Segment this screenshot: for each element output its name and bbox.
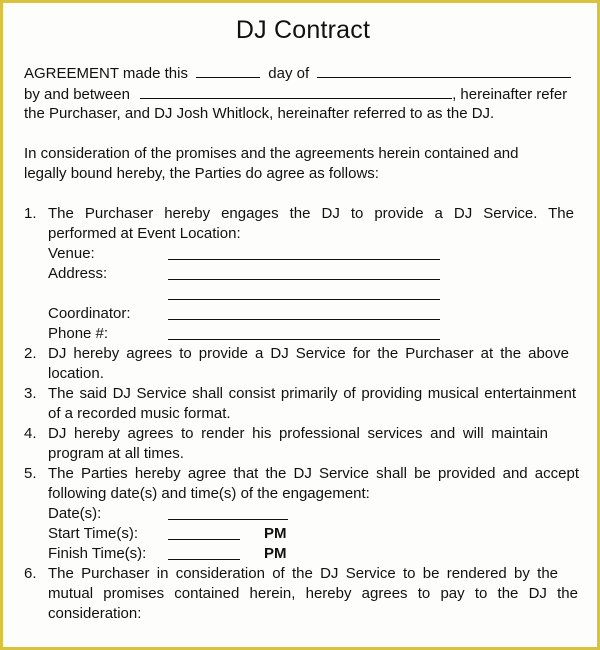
item-text: DJ hereby agrees to provide a DJ Service for the Purchaser at the above xyxy=(48,345,569,362)
item-number: 5. xyxy=(24,465,37,482)
intro-line-3: the Purchaser, and DJ Josh Whitlock, hereinafter referred to as the DJ. xyxy=(24,105,495,122)
venue-label: Venue: xyxy=(48,245,95,262)
finish-pm-label: PM xyxy=(264,545,287,562)
page-title: DJ Contract xyxy=(235,16,371,44)
item-number: 3. xyxy=(24,385,37,402)
finish-time-field[interactable] xyxy=(168,559,240,560)
item-2-line-2: location. xyxy=(48,365,104,382)
address-field-line-2[interactable] xyxy=(168,299,440,300)
coordinator-label: Coordinator: xyxy=(48,305,131,322)
address-label: Address: xyxy=(48,265,108,282)
agreement-label: AGREEMENT made this xyxy=(24,65,188,82)
item-number: 4. xyxy=(24,425,37,442)
by-between-label: by and between xyxy=(24,86,130,103)
item-6-line-2: mutual promises contained herein, hereby agrees to pay to the DJ the xyxy=(48,585,578,602)
intro-line-1 xyxy=(24,63,571,84)
item-number: 1. xyxy=(24,205,37,222)
item-6-line-3: consideration: xyxy=(48,605,142,622)
finish-time-label: Finish Time(s): xyxy=(48,545,147,562)
item-text: The Purchaser in consideration of the DJ Service to be rendered by the xyxy=(48,565,558,582)
purchaser-name-blank[interactable] xyxy=(140,84,452,99)
address-field-line-1[interactable] xyxy=(168,279,440,280)
item-text: DJ hereby agrees to render his professional services and will maintain xyxy=(48,425,548,442)
item-text: The Purchaser hereby engages the DJ to provide a DJ Service. The xyxy=(48,205,574,222)
item-text: The said DJ Service shall consist primarily of providing musical entertainment xyxy=(48,385,576,402)
item-1-line-2: performed at Event Location: xyxy=(48,225,241,242)
item-3-line-2: of a recorded music format. xyxy=(48,405,231,422)
item-number: 6. xyxy=(24,565,37,582)
start-pm-label: PM xyxy=(264,525,287,542)
start-time-label: Start Time(s): xyxy=(48,525,139,542)
coordinator-field[interactable] xyxy=(168,319,440,320)
day-of-label: day of xyxy=(268,65,310,82)
item-number: 2. xyxy=(24,345,37,362)
dates-label: Date(s): xyxy=(48,505,102,522)
item-5-line-2: following date(s) and time(s) of the engagement: xyxy=(48,485,370,502)
agreement-date-blank[interactable] xyxy=(196,63,260,78)
phone-label: Phone #: xyxy=(48,325,109,342)
month-blank[interactable] xyxy=(317,63,571,78)
item-4-line-2: program at all times. xyxy=(48,445,184,462)
start-time-field[interactable] xyxy=(168,539,240,540)
hereinafter-label: , hereinafter refer xyxy=(452,86,568,103)
dates-field[interactable] xyxy=(168,519,288,520)
venue-field[interactable] xyxy=(168,259,440,260)
intro-line-2 xyxy=(24,84,567,105)
consideration-line-1: In consideration of the promises and the agreements herein contained and xyxy=(24,145,519,162)
consideration-line-2: legally bound hereby, the Parties do agree as follows: xyxy=(24,165,379,182)
item-text: The Parties hereby agree that the DJ Service shall be provided and accept xyxy=(48,465,579,482)
phone-field[interactable] xyxy=(168,339,440,340)
